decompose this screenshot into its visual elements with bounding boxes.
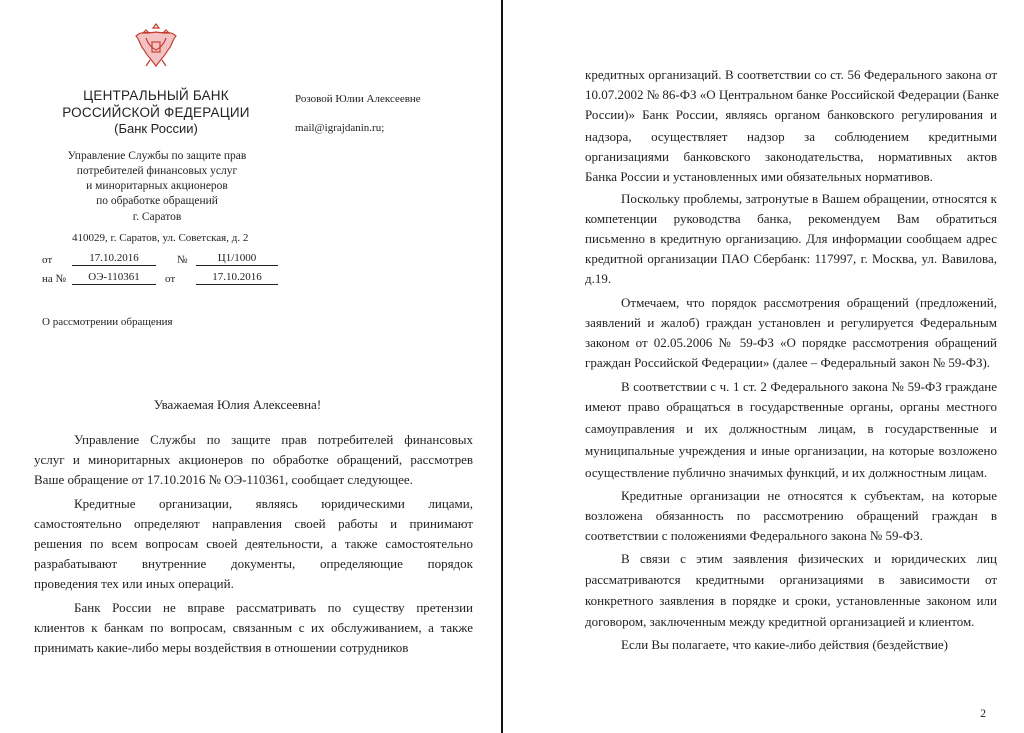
- greeting: Уважаемая Юлия Алексеевна!: [153, 397, 322, 412]
- reference-date: 17.10.2016: [196, 271, 278, 285]
- body-line: конкретного заявления в порядке и сроки, установленные законом или: [585, 593, 997, 608]
- body-line: соответствии с положениями Федерального закона № 59-ФЗ.: [585, 528, 923, 543]
- body-line: Кредитные организации, являясь юридическими лицами,: [74, 496, 473, 511]
- body-line: В связи с этим заявления физических и юридических лиц: [621, 551, 997, 566]
- page-number: 2: [980, 708, 986, 720]
- body-line: России)» Банк России, являясь органом банковского регулирования и: [585, 107, 997, 122]
- body-line: законом от 02.05.2006 № 59-ФЗ «О порядке рассмотрения обращений: [585, 335, 997, 350]
- body-line: самостоятельно определяют направления своей работы и принимают: [34, 516, 473, 531]
- date-label: от: [42, 254, 53, 266]
- bank-name-line-1: ЦЕНТРАЛЬНЫЙ БАНК: [83, 88, 229, 103]
- letter-date: 17.10.2016: [72, 252, 156, 266]
- body-line: рассматриваются кредитными организациями в зависимости от: [585, 572, 997, 587]
- department-line-4: по обработке обращений: [96, 195, 218, 207]
- body-line: 10.07.2002 № 86-ФЗ «О Центральном банке Российской Федерации (Банке: [585, 87, 999, 102]
- department-line-2: потребителей финансовых услуг: [76, 165, 238, 177]
- body-line: услуг и миноритарных акционеров по обработке обращений, рассмотрев: [34, 452, 473, 467]
- body-line: организациями банковского законодательства, нормативных актов: [585, 149, 997, 164]
- body-line: Кредитные организации не относятся к субъектам, на которые: [621, 488, 997, 503]
- body-line: Отмечаем, что порядок рассмотрения обращений (предложений,: [621, 295, 997, 310]
- body-line: Если Вы полагаете, что какие-либо действия (бездействие): [621, 637, 948, 652]
- body-line: Банка России и установленных ими обязательных нормативов.: [585, 169, 933, 184]
- recipient-email: mail@igrajdanin.ru;: [295, 122, 385, 134]
- letter-page-2: [503, 0, 1024, 733]
- body-line: муниципальные учреждения и иные организации, на которые возложено: [585, 443, 997, 458]
- letter-subject: О рассмотрении обращения: [42, 316, 173, 328]
- reference-date-label: от: [165, 273, 176, 285]
- body-line: заявлений и жалоб) граждан установлен и регулируется Федеральным: [585, 315, 997, 330]
- body-line: кредитных организаций. В соответствии со ст. 56 Федерального закона от: [585, 67, 997, 82]
- bank-name-line-3: (Банк России): [114, 121, 198, 136]
- body-line: имеют право обращаться в государственные органы, органы местного: [585, 399, 997, 414]
- reference-number: ОЭ-110361: [72, 271, 156, 285]
- department-line-3: и миноритарных акционеров: [86, 180, 228, 192]
- body-line: Ваше обращение от 17.10.2016 № ОЭ-110361, сообщает следующее.: [34, 472, 413, 487]
- body-line: д.19.: [585, 271, 612, 286]
- body-line: разрабатывают внутренние документы, определяющие порядок: [34, 556, 473, 571]
- body-line: осуществление публично значимых функций, и их должностным лицам.: [585, 465, 988, 480]
- department-line-1: Управление Службы по защите прав: [67, 150, 247, 162]
- body-line: Управление Службы по защите прав потребителей финансовых: [74, 432, 473, 447]
- body-line: письменно в кредитную организацию. Для информации сообщаем адрес: [585, 231, 997, 246]
- body-line: граждан Российской Федерации» (далее – Федеральный закон № 59-ФЗ).: [585, 355, 991, 370]
- russian-coat-of-arms-emblem: [132, 20, 180, 70]
- body-line: клиентов к банкам по вопросам, связанным с их обслуживанием, а также: [34, 620, 473, 635]
- body-line: возложена обязанность по рассмотрению обращений граждан в: [585, 508, 997, 523]
- body-line: компетенции руководства банка, рекомендуем Вам обратиться: [585, 211, 997, 226]
- body-line: принимать какие-либо меры воздействия в отношении сотрудников: [34, 640, 409, 655]
- body-line: самоуправления и их должностным лицам, в государственные и: [585, 421, 997, 436]
- department-address: 410029, г. Саратов, ул. Советская, д. 2: [72, 232, 249, 244]
- body-line: договором, заключенным между кредитной организацией и клиентом.: [585, 614, 975, 629]
- number-label: №: [177, 254, 188, 266]
- body-line: надзора, осуществляет надзор за соблюдением кредитными: [585, 129, 997, 144]
- body-line: решения по всем вопросам своей деятельности, а также самостоятельно: [34, 536, 473, 551]
- body-line: В соответствии с ч. 1 ст. 2 Федерального закона № 59-ФЗ граждане: [621, 379, 997, 394]
- letter-number: Ц1/1000: [196, 252, 278, 266]
- body-line: Поскольку проблемы, затронутые в Вашем обращении, относятся к: [621, 191, 997, 206]
- department-line-5: г. Саратов: [132, 211, 182, 223]
- reference-label: на №: [42, 273, 67, 285]
- body-line: Банк России не вправе рассматривать по существу претензии: [74, 600, 473, 615]
- recipient-name: Розовой Юлии Алексеевне: [295, 93, 421, 105]
- body-line: кредитной организации ПАО Сбербанк: 117997, г. Москва, ул. Вавилова,: [585, 251, 997, 266]
- letter-page-1: [0, 0, 502, 733]
- body-line: проведения тех или иных операций.: [34, 576, 234, 591]
- bank-name-line-2: РОССИЙСКОЙ ФЕДЕРАЦИИ: [62, 105, 250, 120]
